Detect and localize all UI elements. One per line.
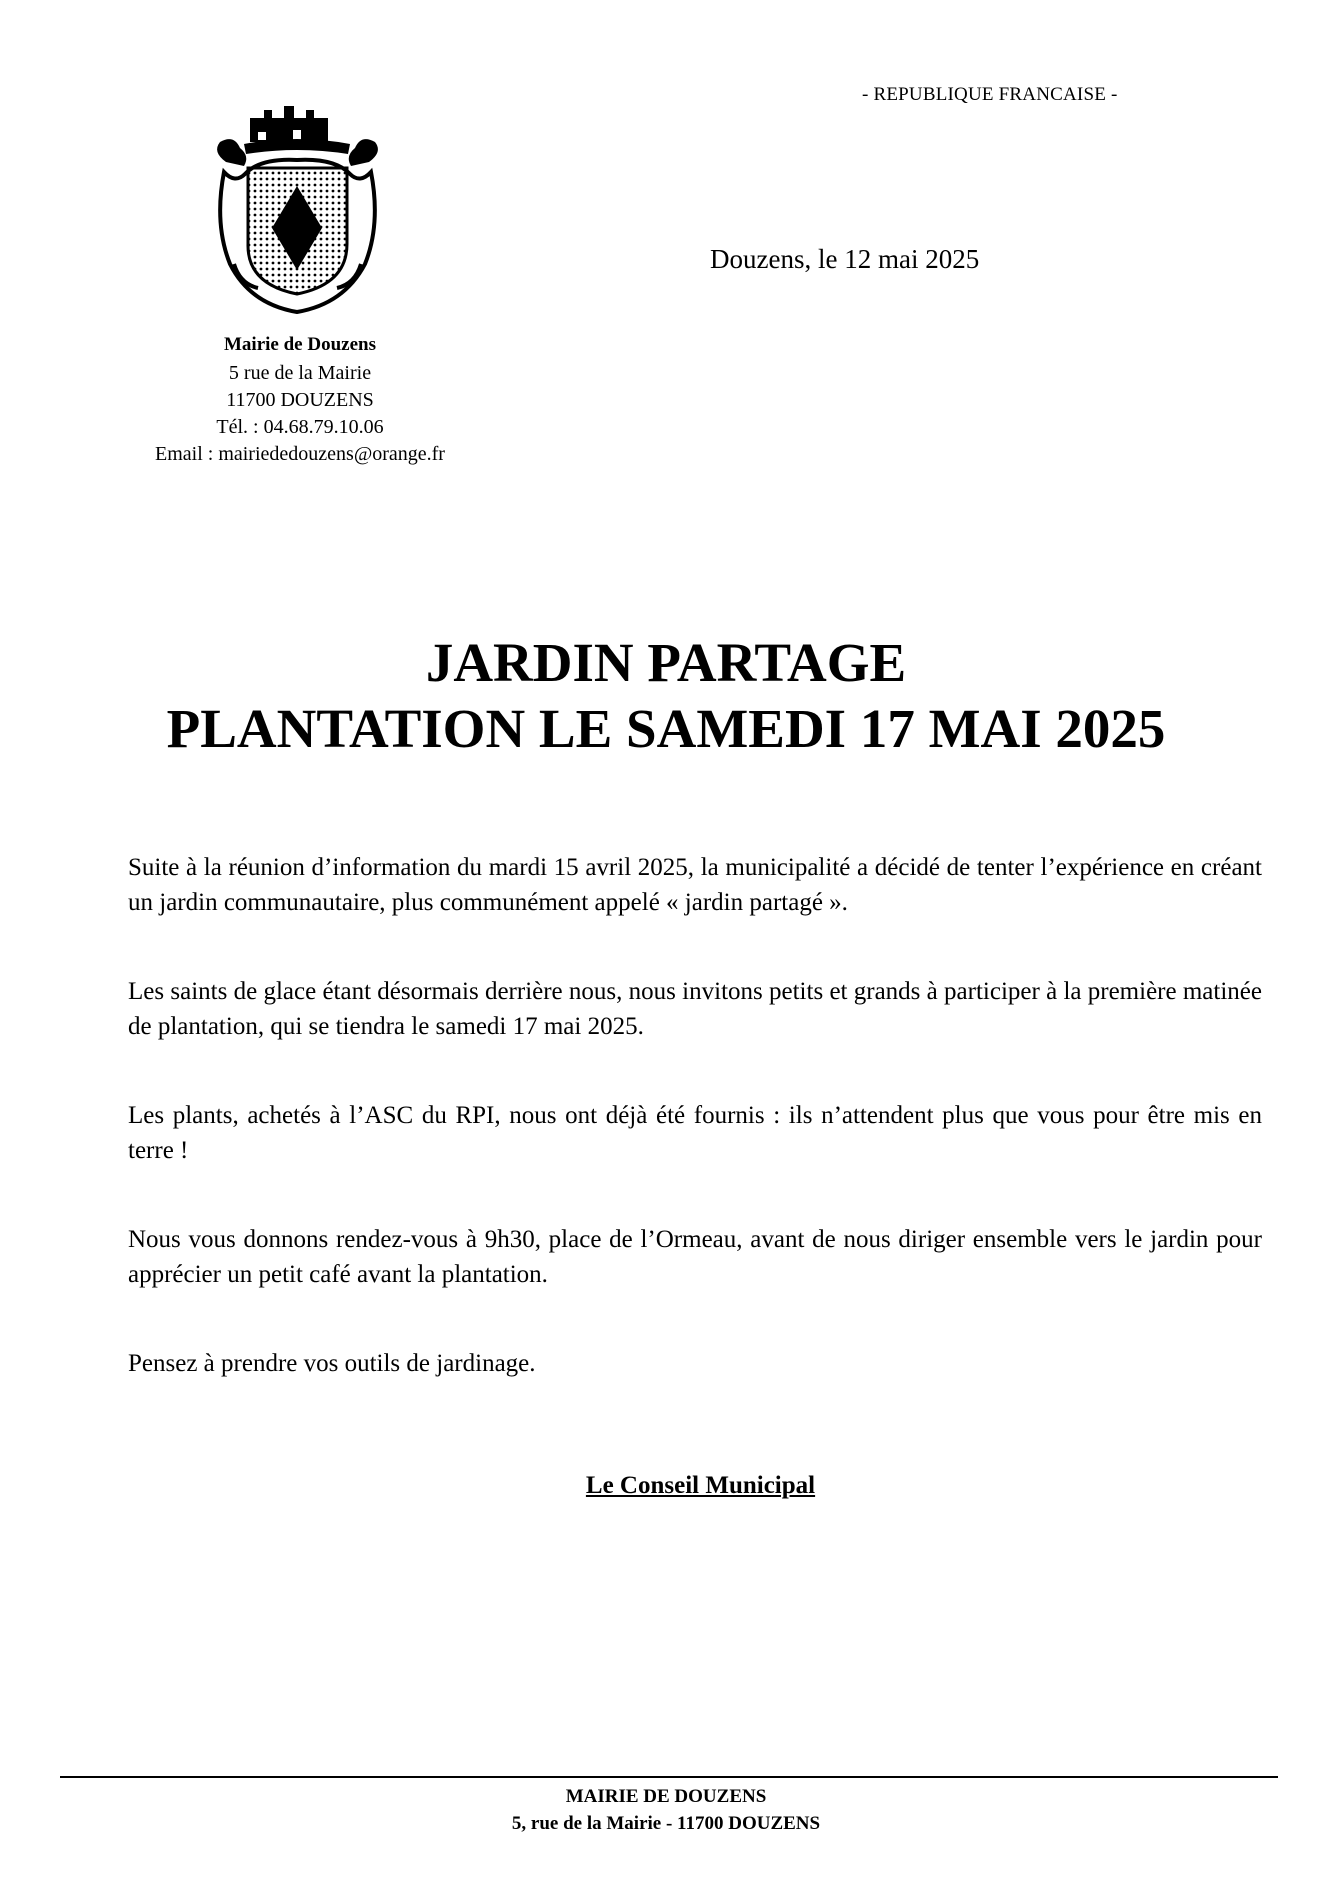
- coat-of-arms-icon: [210, 104, 385, 319]
- body-text: [128, 850, 1262, 1435]
- footer: [0, 1783, 1332, 1837]
- sender-org: Mairie de Douzens: [224, 334, 376, 355]
- sender-block: [100, 331, 500, 468]
- footer-divider: [60, 1776, 1278, 1778]
- title-line-1: JARDIN PARTAGE: [425, 632, 907, 693]
- paragraph: Suite à la réunion d’information du mardi 15 avril 2025, la municipalité a décidé de tenter l’expérience en créant un jardin communautaire, plus communément appelé « jardin partagé ».: [128, 854, 1262, 916]
- document-title: [0, 630, 1332, 762]
- paragraph: Pensez à prendre vos outils de jardinage.: [128, 1350, 536, 1377]
- footer-line-1: MAIRIE DE DOUZENS: [565, 1786, 767, 1807]
- sender-email: Email : mairiededouzens@orange.fr: [155, 443, 445, 465]
- sender-postal: 11700 DOUZENS: [226, 389, 374, 411]
- paragraph: Les saints de glace étant désormais derrière nous, nous invitons petits et grands à participer à la première matinée de plantation, qui se tiendra le samedi 17 mai 2025.: [128, 978, 1262, 1040]
- paragraph: Nous vous donnons rendez-vous à 9h30, place de l’Ormeau, avant de nous diriger ensemble vers le jardin pour apprécier un petit café avant la plantation.: [128, 1226, 1262, 1288]
- sender-phone: Tél. : 04.68.79.10.06: [216, 416, 384, 438]
- place-date: Douzens, le 12 mai 2025: [710, 244, 980, 274]
- paragraph: Les plants, achetés à l’ASC du RPI, nous ont déjà été fournis : ils n’attendent plus que vous pour être mis en terre !: [128, 1102, 1262, 1164]
- footer-line-2: 5, rue de la Mairie - 11700 DOUZENS: [511, 1813, 821, 1834]
- republique-header: - REPUBLIQUE FRANCAISE -: [862, 84, 1118, 105]
- signature: Le Conseil Municipal: [585, 1472, 816, 1499]
- sender-address: 5 rue de la Mairie: [228, 362, 372, 384]
- title-line-2: PLANTATION LE SAMEDI 17 MAI 2025: [166, 698, 1166, 759]
